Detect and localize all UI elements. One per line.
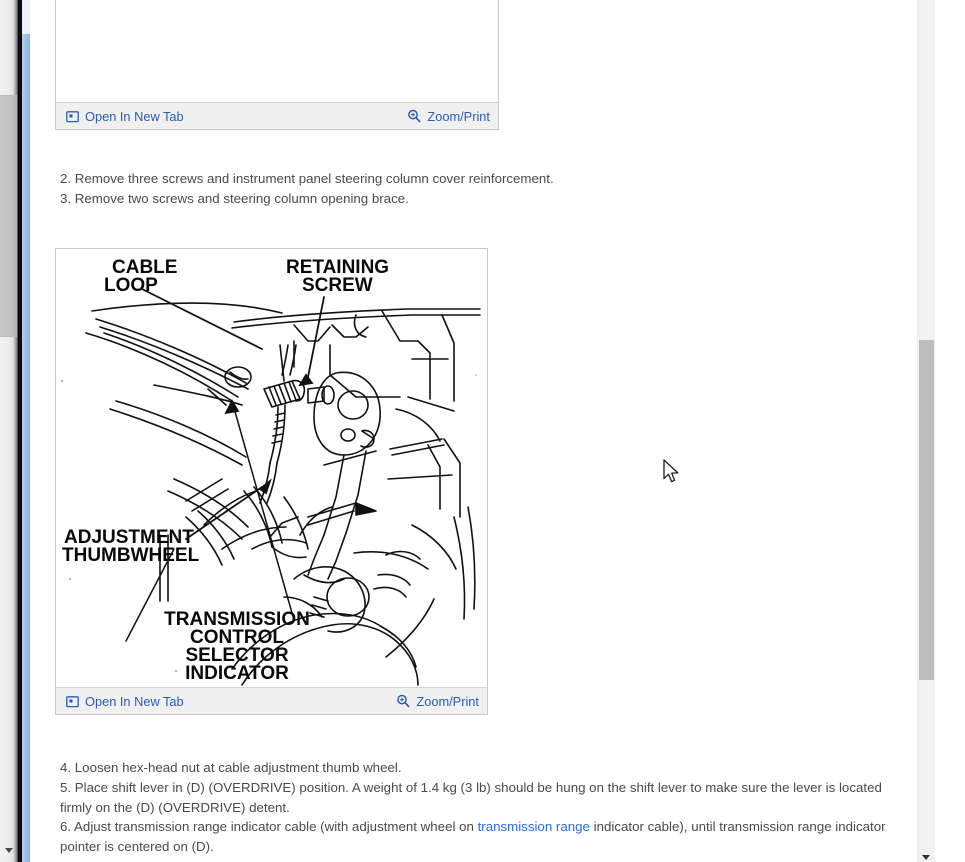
figure-2-toolbar [56,687,487,714]
step-2: 2. Remove three screws and instrument panel steering column cover reinforcement. [60,171,554,186]
step-5: 5. Place shift lever in (D) (OVERDRIVE) position. A weight of 1.4 kg (3 lb) should be hung on the shift lever to make sure the lever is located firmly on the (D) (OVERDRIVE) detent. [60,779,882,815]
figure-1-zoom-print-label: Zoom/Print [427,108,490,124]
step-3: 3. Remove two screws and steering column opening brace. [60,190,409,206]
browser-window-scrollbar[interactable] [0,0,18,862]
open-in-new-tab-icon [66,110,79,123]
label-control: CONTROL [190,627,284,648]
figure-2-open-in-new-tab-button[interactable] [66,694,184,709]
magnifier-icon [407,109,421,123]
instrument-panel-line-drawing [56,0,498,102]
figure-1-artwork [56,0,498,102]
figure-2-artwork [56,249,487,687]
scroll-down-arrow-icon[interactable] [3,844,15,856]
frame-scrollbar-thumb[interactable] [22,34,30,862]
frame-scrollbar-top-cap [22,0,30,34]
figure-2-open-in-new-tab-label: Open In New Tab [85,693,184,709]
figure-1-open-in-new-tab-button[interactable] [66,109,184,124]
page-scrollbar-thumb[interactable] [919,340,934,680]
step-6 [55,817,917,857]
steps-list-upper [55,169,915,209]
label-selector: SELECTOR [185,645,289,666]
figure-1-open-in-new-tab-label: Open In New Tab [85,108,184,124]
label-cable: CABLE [112,257,178,278]
step-4: 4. Loosen hex-head nut at cable adjustment thumb wheel. [60,760,402,775]
magnifier-icon [396,694,410,708]
page-scroll-down-arrow-icon[interactable] [921,849,931,859]
open-in-new-tab-icon [66,695,79,708]
step-6-text-after: indicator cable), until transmission range indicator pointer is centered on (D). [60,819,886,855]
label-adjustment: ADJUSTMENT [64,527,194,548]
figure-1-toolbar [56,102,498,129]
label-thumbwheel: THUMBWHEEL [62,545,200,566]
steps-list-lower [55,758,917,857]
label-retaining: RETAINING [286,257,390,278]
figure-2-zoom-print-button[interactable] [396,694,479,709]
figure-instrument-panel-reinforcement [55,0,499,130]
label-screw: SCREW [302,275,373,296]
figure-transmission-range-indicator-cable [55,248,488,715]
page-scrollbar[interactable] [917,0,935,862]
transmission-cable-line-drawing [56,249,487,687]
label-indicator: INDICATOR [185,663,289,684]
label-transmission: TRANSMISSION [164,609,310,630]
label-loop: LOOP [104,275,158,296]
frame-scrollbar[interactable] [22,0,30,862]
document-page [30,0,935,862]
figure-2-zoom-print-label: Zoom/Print [416,693,479,709]
browser-window-scrollbar-thumb[interactable] [0,95,17,337]
step-6-text-before: 6. Adjust transmission range indicator cable (with adjustment wheel on [60,819,478,835]
figure-1-zoom-print-button[interactable] [407,109,490,124]
transmission-range-link[interactable]: transmission range [477,819,590,835]
